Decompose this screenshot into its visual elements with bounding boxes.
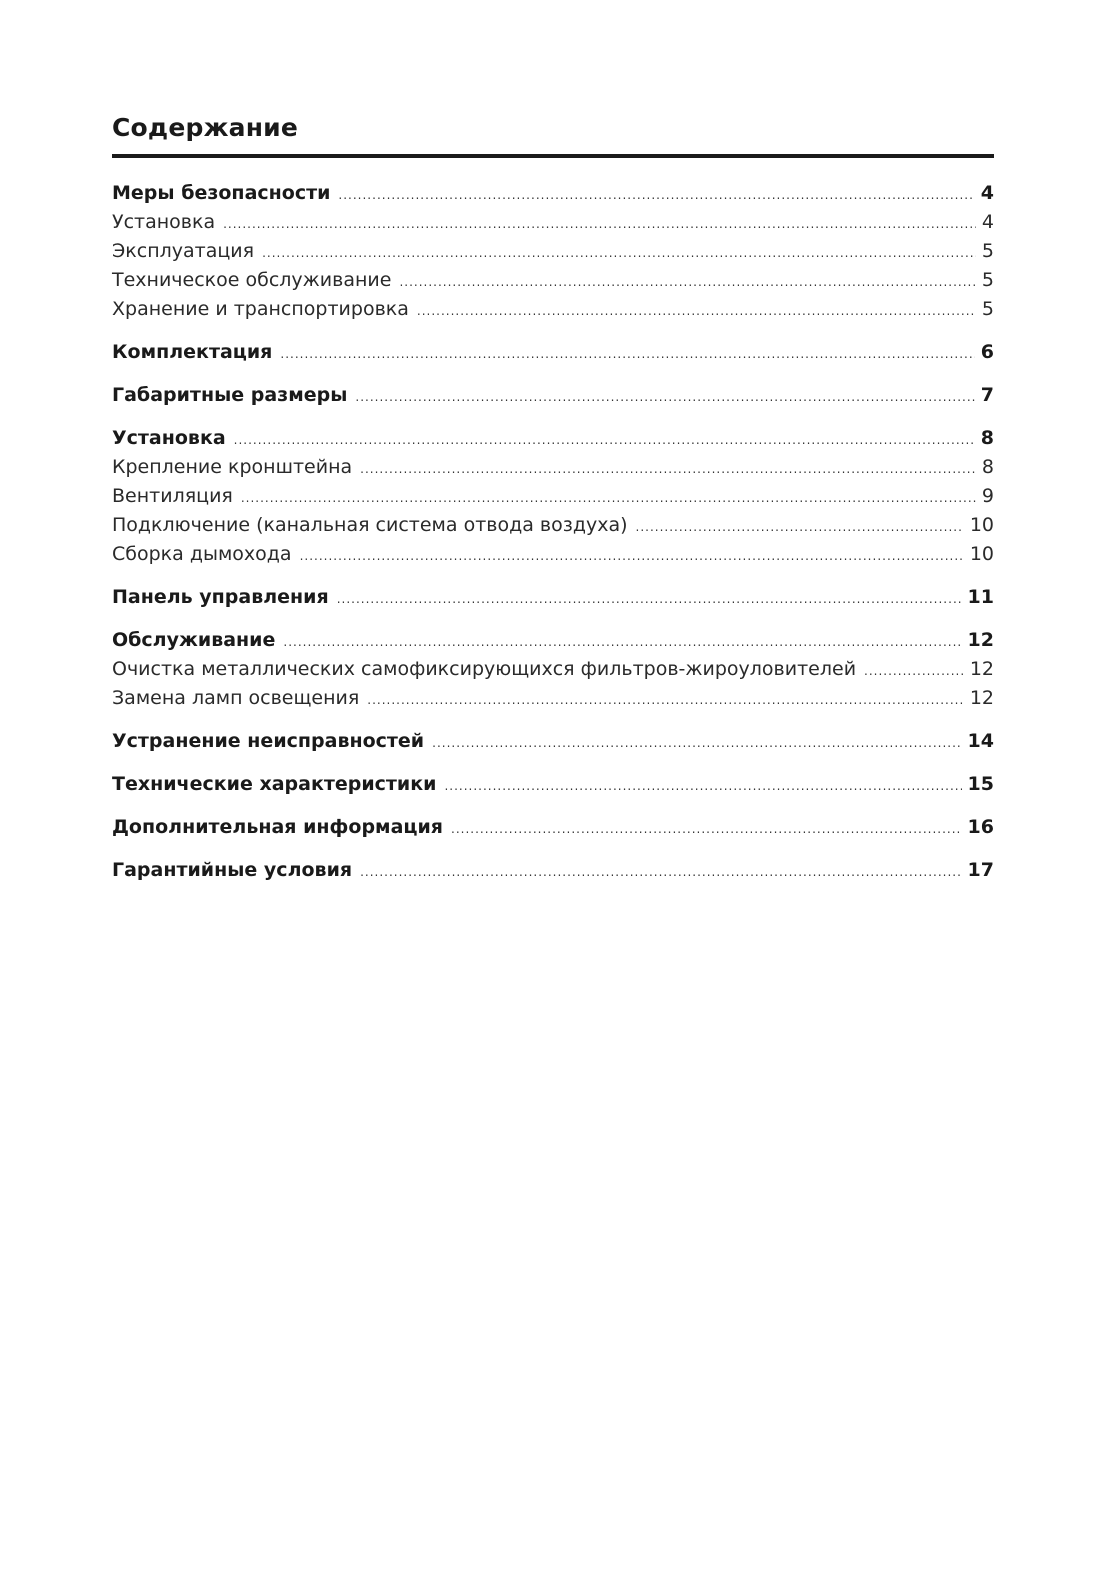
dot-leader xyxy=(444,779,961,793)
toc-subsection-entry[interactable] xyxy=(112,298,994,327)
toc-subsection-entry[interactable] xyxy=(112,240,994,269)
toc-entry-label: Техническое обслуживание xyxy=(112,269,392,291)
dot-leader xyxy=(338,188,974,202)
toc-subsection-entry[interactable] xyxy=(112,456,994,485)
dot-leader xyxy=(451,822,962,836)
page-title: Содержание xyxy=(112,113,299,142)
toc-subsection-entry[interactable] xyxy=(112,211,994,240)
toc-entry-label: Дополнительная информация xyxy=(112,816,443,838)
toc-subsection-entry[interactable] xyxy=(112,658,994,687)
table-of-contents xyxy=(112,182,994,888)
toc-section-entry[interactable] xyxy=(112,816,994,845)
dot-leader xyxy=(283,635,961,649)
dot-leader xyxy=(367,693,964,707)
toc-page-number: 5 xyxy=(981,269,994,291)
toc-page-number: 5 xyxy=(981,240,994,262)
toc-group xyxy=(112,341,994,370)
toc-group xyxy=(112,182,994,327)
toc-entry-label: Габаритные размеры xyxy=(112,384,348,406)
toc-page-number: 8 xyxy=(981,456,994,478)
toc-group xyxy=(112,816,994,845)
toc-page-number: 4 xyxy=(980,182,994,204)
dot-leader xyxy=(360,865,961,879)
document-page xyxy=(112,108,994,888)
toc-page-number: 10 xyxy=(969,514,994,536)
dot-leader xyxy=(636,520,964,534)
toc-page-number: 5 xyxy=(981,298,994,320)
toc-group xyxy=(112,384,994,413)
toc-entry-label: Устранение неисправностей xyxy=(112,730,425,752)
dot-leader xyxy=(234,433,975,447)
toc-section-entry[interactable] xyxy=(112,427,994,456)
toc-subsection-entry[interactable] xyxy=(112,687,994,716)
toc-entry-label: Технические характеристики xyxy=(112,773,437,795)
toc-page-number: 14 xyxy=(967,730,994,752)
toc-page-number: 9 xyxy=(981,485,994,507)
toc-subsection-entry[interactable] xyxy=(112,485,994,514)
dot-leader xyxy=(432,736,961,750)
toc-entry-label: Меры безопасности xyxy=(112,182,331,204)
toc-page-number: 16 xyxy=(967,816,994,838)
toc-group xyxy=(112,629,994,716)
toc-subsection-entry[interactable] xyxy=(112,543,994,572)
toc-page-number: 12 xyxy=(969,658,994,680)
toc-entry-label: Обслуживание xyxy=(112,629,276,651)
dot-leader xyxy=(360,462,976,476)
title-underline xyxy=(112,154,994,158)
toc-group xyxy=(112,730,994,759)
toc-group xyxy=(112,859,994,888)
toc-entry-label: Хранение и транспортировка xyxy=(112,298,409,320)
toc-page-number: 15 xyxy=(967,773,994,795)
toc-page-number: 7 xyxy=(980,384,994,406)
toc-entry-label: Установка xyxy=(112,427,226,449)
toc-section-entry[interactable] xyxy=(112,773,994,802)
toc-group xyxy=(112,586,994,615)
toc-subsection-entry[interactable] xyxy=(112,514,994,543)
toc-section-entry[interactable] xyxy=(112,384,994,413)
toc-section-entry[interactable] xyxy=(112,730,994,759)
toc-page-number: 10 xyxy=(969,543,994,565)
toc-page-number: 17 xyxy=(967,859,994,881)
toc-entry-label: Эксплуатация xyxy=(112,240,255,262)
toc-page-number: 12 xyxy=(969,687,994,709)
toc-entry-label: Комплектация xyxy=(112,341,273,363)
dot-leader xyxy=(241,491,976,505)
toc-entry-label: Сборка дымохода xyxy=(112,543,292,565)
dot-leader xyxy=(337,592,962,606)
dot-leader xyxy=(280,347,974,361)
toc-section-entry[interactable] xyxy=(112,629,994,658)
toc-entry-label: Подключение (канальная система отвода воздуха) xyxy=(112,514,628,536)
toc-group xyxy=(112,773,994,802)
toc-page-number: 4 xyxy=(981,211,994,233)
toc-section-entry[interactable] xyxy=(112,586,994,615)
toc-page-number: 8 xyxy=(980,427,994,449)
toc-subsection-entry[interactable] xyxy=(112,269,994,298)
dot-leader xyxy=(300,549,964,563)
toc-section-entry[interactable] xyxy=(112,341,994,370)
toc-entry-label: Крепление кронштейна xyxy=(112,456,353,478)
toc-entry-label: Вентиляция xyxy=(112,485,233,507)
toc-page-number: 12 xyxy=(967,629,994,651)
dot-leader xyxy=(262,246,976,260)
dot-leader xyxy=(223,217,976,231)
dot-leader xyxy=(399,275,975,289)
dot-leader xyxy=(864,664,964,678)
toc-section-entry[interactable] xyxy=(112,182,994,211)
toc-section-entry[interactable] xyxy=(112,859,994,888)
toc-page-number: 6 xyxy=(980,341,994,363)
toc-entry-label: Гарантийные условия xyxy=(112,859,353,881)
toc-entry-label: Замена ламп освещения xyxy=(112,687,360,709)
dot-leader xyxy=(355,390,974,404)
dot-leader xyxy=(417,304,976,318)
toc-entry-label: Очистка металлических самофиксирующихся фильтров-жироуловителей xyxy=(112,658,857,680)
toc-entry-label: Установка xyxy=(112,211,216,233)
toc-page-number: 11 xyxy=(967,586,994,608)
toc-group xyxy=(112,427,994,572)
toc-entry-label: Панель управления xyxy=(112,586,329,608)
